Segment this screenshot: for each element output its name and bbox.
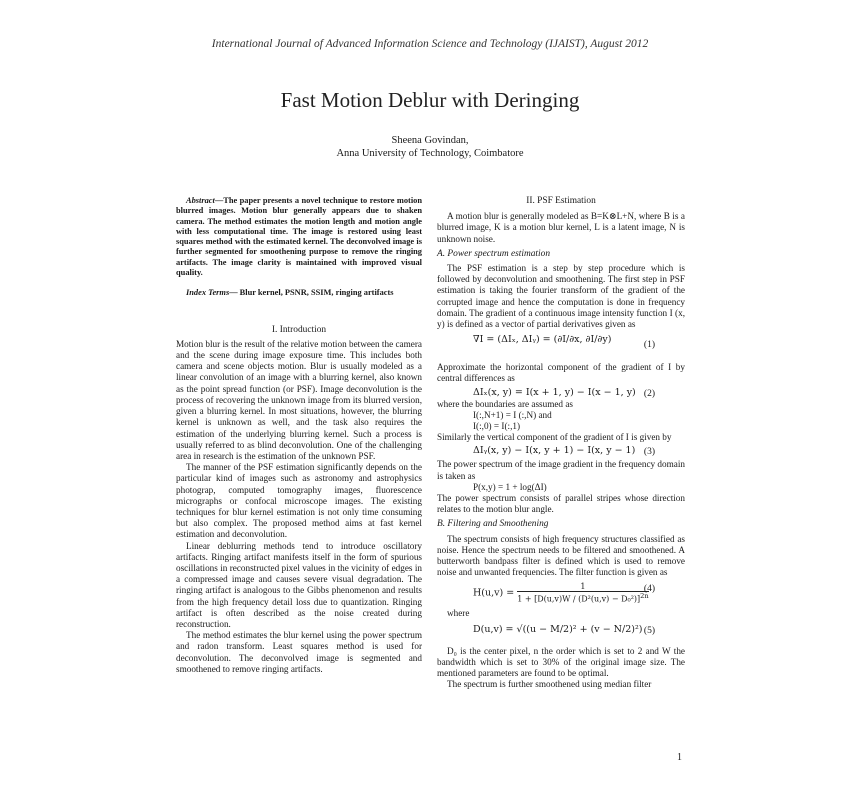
where-text: where <box>447 608 470 619</box>
boundary-1: I(:,N+1) = I (:,N) and <box>473 409 552 420</box>
equation-1 <box>437 330 685 362</box>
equation-4 <box>437 578 685 608</box>
equation-1-body: ∇I = (ΔIₓ, ΔIᵧ) = (∂I/∂x, ∂I/∂y) <box>473 334 612 346</box>
equation-1-number: (1) <box>643 340 655 351</box>
equation-4-body: H(u,v) = $\frac{1}{1 + [D(u,v)W / (D^2(u,v) - D_0^2)]^{2n}}$ <box>473 582 649 605</box>
power-text: The power spectrum of the image gradient in the frequency domain is taken as <box>437 459 685 481</box>
equation-2 <box>437 385 685 407</box>
index-terms <box>176 288 422 298</box>
paper-title: Fast Motion Deblur with Deringing <box>280 88 580 112</box>
equation-5 <box>437 620 685 646</box>
intro-paragraph: The manner of the PSF estimation significantly depends on the particular kind of images such as astronomy and astrophysics photograp, computed tomography images, fluorescence micrographs or confocal microscope images. The existing techniques for blur kernel estimation is not only time consuming but also complex. The proposed method aims at fast kernel estimation and deconvolution. <box>176 462 422 540</box>
abstract-label: Abstract <box>186 196 215 205</box>
boundary-text: where the boundaries are assumed as <box>437 398 573 409</box>
equation-3-body: ΔIᵧ(x, y) − I(x, y + 1) − I(x, y − 1) <box>473 445 636 457</box>
paragraph-a: The PSF estimation is a step by step procedure which is followed by deconvolution and smoothening. The first step in PSF estimation is taking the fourier transform of the gradient of the corrupted image and hence the computation is done in frequency domain. The gradient of a continuous image intensity function I (x, y) is defined as a vector of partial derivatives given as <box>437 263 685 330</box>
last-line: The spectrum is further smoothened using median filter <box>447 679 652 690</box>
equation-2-number: (2) <box>643 388 655 399</box>
stripes-text: The power spectrum consists of parallel stripes whose direction relates to the motion blur angle. <box>437 493 685 515</box>
equation-5-body: D(u,v) = √((u − M/2)² + (v − N/2)²) <box>473 623 643 635</box>
author-block <box>0 134 860 160</box>
equation-5-number: (5) <box>643 625 655 636</box>
subsection-heading-a: A. Power spectrum estimation <box>437 248 551 259</box>
subsection-heading-b: B. Filtering and Smoothening <box>437 519 549 530</box>
power-equation: P(x,y) = 1 + log(ΔI) <box>473 481 547 492</box>
page-number: 1 <box>677 752 682 763</box>
index-terms-text: — Blur kernel, PSNR, SSIM, ringing artifacts <box>229 288 394 298</box>
equation-2-body: ΔIₓ(x, y) = I(x + 1, y) − I(x − 1, y) <box>473 386 636 398</box>
text-after-eq1: Approximate the horizontal component of the gradient of I by central differences as <box>437 362 685 384</box>
equation-4-number: (4) <box>643 584 655 595</box>
intro-paragraph: Motion blur is the result of the relative motion between the camera and the scene during image exposure time. This includes both camera and scene objects motion. Blur is usually modeled as a linear convolution of an image with a blurring kernel, also known as the point spread function (or PSF). Image deconvolution is the process of recovering the unknown image from its blurred version, given a blurring kernel. In most situations, however, the blurring kernel is unknown as well, and the task also requires the estimation of the underlying blurring kernel. Such a process is usually referred to as blind deconvolution. One of the challenging area in research is the estimation of the unknown PSF. <box>176 338 422 461</box>
vertical-text: Similarly the vertical component of the gradient of I is given by <box>437 432 672 443</box>
journal-header: International Journal of Advanced Information Science and Technology (IJAIST), August 2012 <box>211 38 649 50</box>
equation-4-fraction: $\frac{1}{1 + [D(u,v)W / (D^2(u,v) - D_0^2)]^{2n}}$ <box>517 582 649 605</box>
abstract-text: —The paper presents a novel technique to restore motion blurred images. Motion blur generally appears due to shaken camera. The method estimates the motion length and motion angle with less computational time. The image is restored using least squares method with the estimated kernel. The deconvolved image is further segmented for smoothening purpose to remove the ringing artifacts. The image clarity is maintained with improved visual quality. <box>176 196 422 278</box>
abstract <box>176 196 422 278</box>
paragraph-b: The spectrum consists of high frequency structures classified as noise. Hence the spectrum needs to be filtered and smoothened. A butterworth bandpass filter is defined which is used to remove noise and unwanted frequencies. The filter function is given as <box>437 533 685 578</box>
author-name: Sheena Govindan, <box>391 135 469 146</box>
boundary-2: I(:,0) = I(:,1) <box>473 421 521 432</box>
intro-paragraph: Linear deblurring methods tend to introduce oscillatory artifacts. Ringing artifact manifests itself in the form of spurious oscillations in reconstructed pixel values in the vicinity of edges in a compressed image and causes severe visual degradation. The ringing artifact is analogous to the Gibbs phenomenon and results from the high frequency detail loss due to quantization. Ringing artifact is often described as the noise created during reconstruction. <box>176 540 422 629</box>
equation-3 <box>437 443 685 465</box>
index-terms-label: Index Terms <box>186 288 230 298</box>
equation-3-number: (3) <box>643 447 655 458</box>
section-heading-psf: II. PSF Estimation <box>526 196 596 206</box>
intro-paragraph: The method estimates the blur kernel using the power spectrum and radon transform. Least squares method is used for deconvolution. The deconvolved image is segmented and smoothened to remove ringing artifacts. <box>176 630 422 674</box>
psf-intro: A motion blur is generally modeled as B=K⊗L+N, where B is a blurred image, K is a motion blur kernel, L is a latent image, N is unknown noise. <box>437 211 685 244</box>
left-column <box>176 196 422 675</box>
section-heading-introduction: I. Introduction <box>271 324 327 335</box>
author-affiliation: Anna University of Technology, Coimbatore <box>336 148 524 159</box>
right-column <box>437 196 685 691</box>
d0-text: D₀ is the center pixel, n the order which is set to 2 and W the bandwidth which is set to 30% of the original image size. The mentioned parameters are found to be optimal. <box>437 645 685 679</box>
